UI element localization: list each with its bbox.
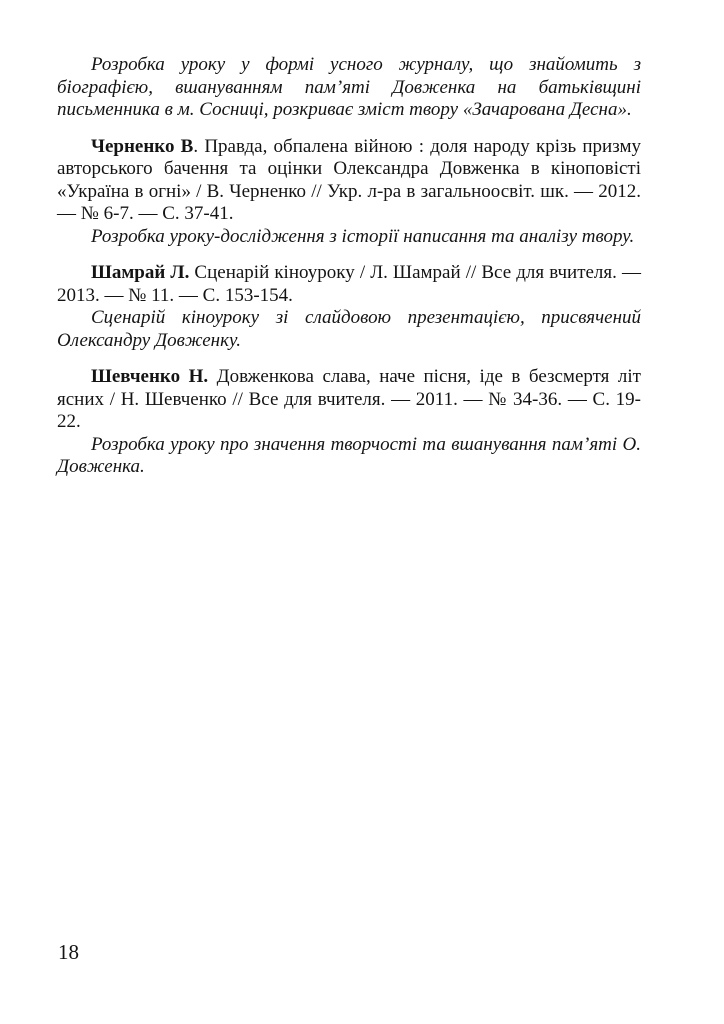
page-number: 18 [58,940,79,964]
entry-note-shamrai: Сценарій кіноуроку зі слайдовою презентацією, присвячений Олександру Довженку. [57,307,641,351]
entry-citation: . Правда, обпалена війною : доля народу крізь призму авторського бачення та оцінки Олександра Довженка в кіноповісті «Україна в огні» / В. Черненко // Укр. л-ра в загальноосвіт. шк. — 2012. — № 6-7. — С. 37-41. [57,135,641,224]
entry-author: Черненко В [91,135,194,157]
entry-note-intro: Розробка уроку у формі усного журналу, що знайомить з біографією, вшануванням пам’яті Довженка на батьківщині письменника в м. Сосниці, розкриває зміст твору «Зачарована Десна». [57,54,641,120]
entry-citation: Довженкова слава, наче пісня, іде в безсмертя літ ясних / Н. Шевченко // Все для вчителя. — 2011. — № 34-36. — С. 19-22. [57,366,641,432]
entry-author: Шамрай Л. [91,262,190,283]
page-content [57,54,641,479]
entry-note-chernenko: Розробка уроку-дослідження з історії написання та аналізу твору. [91,225,635,247]
entry-note-shevchenko: Розробка уроку про значення творчості та вшанування пам’яті О. Довженка. [57,433,641,477]
entry-author: Шевченко Н. [91,366,209,387]
bibliography-entry-chernenko [57,136,641,226]
bibliography-entry-shevchenko [57,366,641,434]
bibliography-entry-shamrai [57,262,641,307]
entry-citation: Сценарій кіноуроку / Л. Шамрай // Все для вчителя. — 2013. — № 11. — С. 153-154. [57,262,641,306]
